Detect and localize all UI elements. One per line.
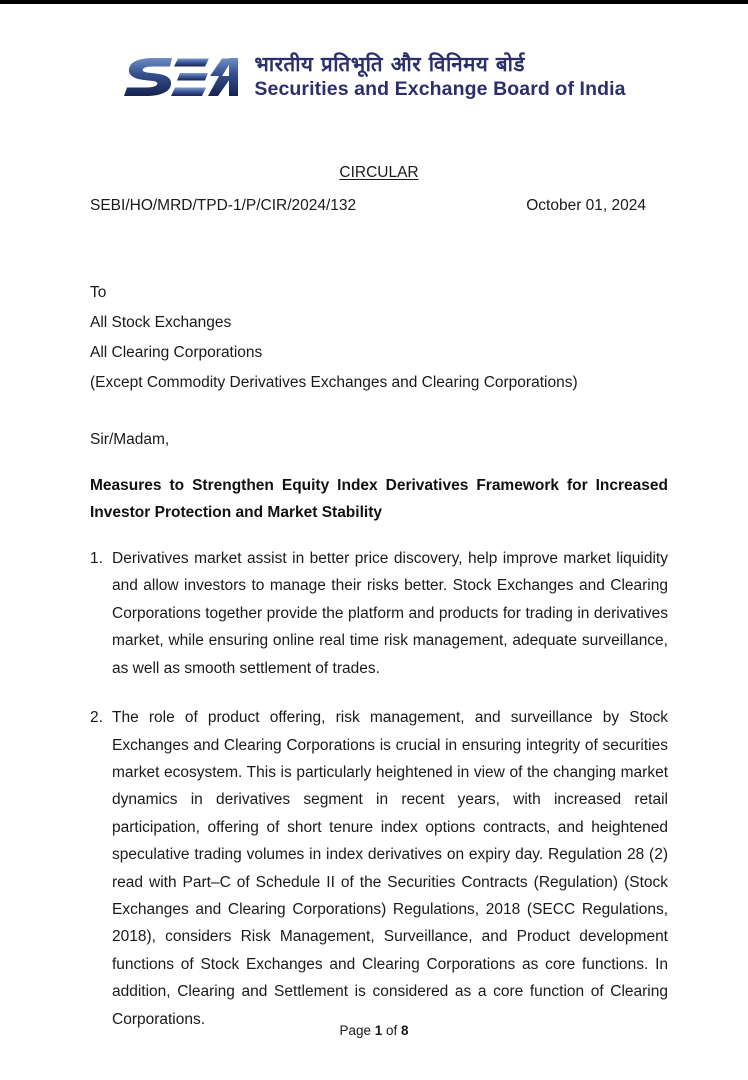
org-name-english: Securities and Exchange Board of India <box>254 78 626 101</box>
circular-heading-text: CIRCULAR <box>339 164 419 181</box>
addressee-line: (Except Commodity Derivatives Exchanges and Clearing Corporations) <box>90 374 578 391</box>
paragraph-list <box>90 545 668 1033</box>
addressee-line: All Clearing Corporations <box>90 344 263 361</box>
paragraph <box>90 704 668 1033</box>
paragraph-text: The role of product offering, risk management, and surveillance by Stock Exchanges and Clearing Corporations is crucial in ensuring integrity of securities market ecosystem. This is particularly heightened in view of the changing market dynamics in derivatives segment in recent years, with increased retail participation, offering of short tenure index options contracts, and heightened speculative trading volumes in index derivatives on expiry day. Regulation 28 (2) read with Part–C of Schedule II of the Securities Contracts (Regulation) (Stock Exchanges and Clearing Corporations) Regulations, 2018 (SECC Regulations, 2018), considers Risk Management, Surveillance, and Product development functions of Stock Exchanges and Clearing Corporations as core functions. In addition, Clearing and Settlement is considered as a core function of Clearing Corporations. <box>112 709 668 1028</box>
subject-heading-text: Measures to Strengthen Equity Index Derivatives Framework for Increased Investor Protection and Market Stability <box>90 477 668 521</box>
salutation: Sir/Madam, <box>90 431 170 448</box>
footer-current-page: 1 <box>374 1023 383 1038</box>
paragraph-number: 2. <box>90 709 103 727</box>
sebi-logo <box>122 52 625 102</box>
addressee-block <box>90 284 668 392</box>
paragraph-text: Derivatives market assist in better price discovery, help improve market liquidity and allow investors to manage their risks better. Stock Exchanges and Clearing Corporations together provide the platform and products for trading in derivatives market, while ensuring online real time risk management, adequate surveillance, as well as smooth settlement of trades. <box>112 550 668 677</box>
footer-total-pages: 8 <box>401 1023 409 1038</box>
reference-row <box>90 197 668 215</box>
subject-heading <box>90 473 668 527</box>
letterhead <box>0 52 748 102</box>
addressee-line: All Stock Exchanges <box>90 314 232 331</box>
addressee-to-label: To <box>90 284 107 301</box>
circular-heading <box>90 164 668 182</box>
circular-date: October 01, 2024 <box>526 197 646 214</box>
org-name-hindi: भारतीय प्रतिभूति और विनिमय बोर्ड <box>254 52 525 77</box>
organization-names <box>254 54 625 99</box>
paragraph-number: 1. <box>90 550 103 567</box>
footer-prefix: Page <box>339 1023 375 1038</box>
reference-number: SEBI/HO/MRD/TPD-1/P/CIR/2024/132 <box>90 197 357 214</box>
paragraph <box>90 545 668 682</box>
footer-middle: of <box>382 1023 402 1038</box>
sebi-logo-icon <box>122 52 240 102</box>
document-page <box>0 4 748 1080</box>
page-footer <box>0 1023 748 1038</box>
